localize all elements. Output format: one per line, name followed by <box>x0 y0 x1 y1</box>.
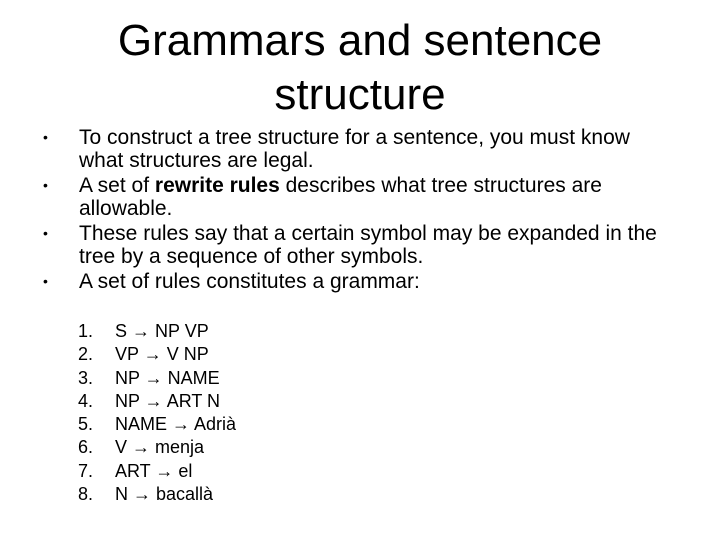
rule-number: 4. <box>78 390 94 411</box>
rule-number: 8. <box>78 484 94 505</box>
rule-text: N → bacallà <box>115 484 214 505</box>
bullet-text-emphasis: rewrite rules <box>154 174 280 197</box>
bullet-list <box>0 126 720 293</box>
bullet-text-part: describes what tree structures are allowable. <box>79 174 602 220</box>
rule-number: 1. <box>78 321 94 341</box>
rule-number: 2. <box>78 344 94 365</box>
bullet-item <box>0 270 679 293</box>
rule-number: 7. <box>78 460 94 481</box>
bullet-dot-icon: • <box>43 129 48 145</box>
rule-number: 5. <box>78 414 94 435</box>
bullet-dot-icon: • <box>43 225 48 241</box>
rule-text: V → menja <box>115 437 205 458</box>
bullet-text-part: A set of <box>79 174 155 197</box>
rule-text: VP → V NP <box>115 344 209 365</box>
bullet-dot-icon: • <box>43 273 48 289</box>
rule-text: ART → el <box>115 460 193 481</box>
rule-text: S → NP VP <box>115 321 209 341</box>
slide-title: Grammars and sentence structure <box>117 16 603 119</box>
bullet-item <box>0 126 679 172</box>
bullet-item <box>0 174 679 220</box>
bullet-text: A set of rules constitutes a grammar: <box>79 270 420 293</box>
rule-number: 6. <box>78 437 94 458</box>
rule-text: NP → ART N <box>115 390 221 411</box>
rule-text: NP → NAME <box>115 367 220 388</box>
bullet-text: These rules say that a certain symbol may be expanded in the tree by a sequence of other symbols. <box>79 222 657 268</box>
rule-text: NAME → Adrià <box>115 414 237 435</box>
bullet-text <box>79 174 602 220</box>
bullet-item <box>0 222 679 268</box>
rule-number: 3. <box>78 367 94 388</box>
bullet-dot-icon: • <box>43 177 48 193</box>
bullet-text: To construct a tree structure for a sentence, you must know what structures are legal. <box>79 126 630 172</box>
